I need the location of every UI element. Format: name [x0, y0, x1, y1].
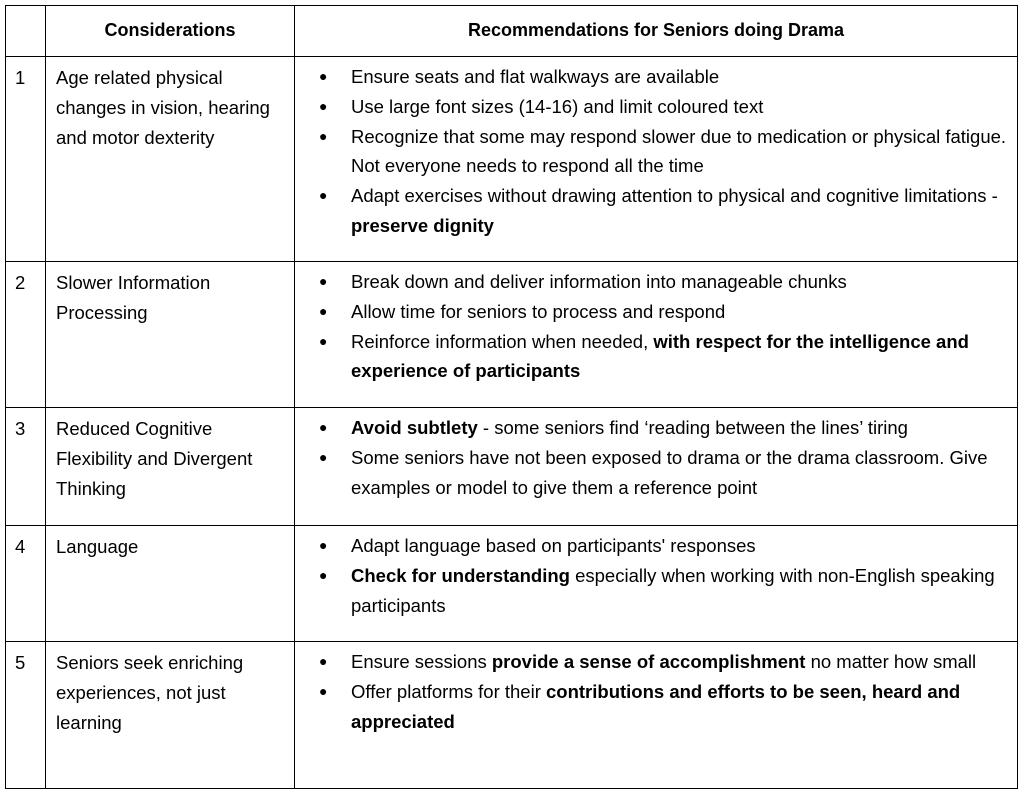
- list-item: [295, 62, 1007, 92]
- item-bold-text: Avoid subtlety: [351, 417, 478, 438]
- row-consideration: Slower Information Processing: [46, 262, 295, 408]
- list-item: [295, 267, 1007, 297]
- row-number: 2: [6, 262, 46, 408]
- row-consideration: Seniors seek enriching experiences, not just learning: [46, 642, 295, 789]
- row-recommendations: [295, 526, 1018, 642]
- table-row: [6, 262, 1018, 408]
- item-text: Adapt exercises without drawing attention to physical and cognitive limitations -: [351, 185, 998, 207]
- row-recommendations: [295, 408, 1018, 526]
- item-text: Allow time for seniors to process and respond: [351, 300, 726, 322]
- list-item: [295, 561, 1007, 621]
- list-item: [295, 122, 1007, 182]
- header-number: [6, 6, 46, 57]
- table-header-row: [6, 6, 1018, 57]
- item-bold-text: preserve dignity: [351, 214, 494, 236]
- bullet-icon: ●: [319, 273, 328, 289]
- row-recommendations: [295, 57, 1018, 262]
- bullet-icon: ●: [319, 187, 328, 204]
- item-bold-text: provide a sense of accomplishment: [491, 651, 806, 672]
- bullet-icon: ●: [319, 566, 328, 583]
- item-text: Ensure seats and flat walkways are available: [351, 66, 720, 87]
- item-bold-text: contributions and efforts to be seen, heard and appreciated: [351, 680, 961, 732]
- list-item: [295, 181, 1007, 241]
- list-item: [295, 443, 1007, 503]
- item-text: no matter how small: [805, 651, 977, 672]
- list-item: [295, 677, 1007, 737]
- bullet-icon: ●: [319, 653, 328, 669]
- row-number: 4: [6, 526, 46, 642]
- bullet-icon: ●: [319, 68, 328, 84]
- bullet-icon: ●: [319, 127, 328, 144]
- item-text: especially when working with non-English speaking participants: [351, 564, 995, 616]
- list-item: [295, 327, 1007, 387]
- list-item: [295, 413, 1007, 443]
- bullet-icon: ●: [319, 332, 328, 349]
- table-row: [6, 57, 1018, 262]
- list-item: [295, 92, 1007, 122]
- item-text: Break down and deliver information into manageable chunks: [351, 271, 847, 292]
- item-text: Reinforce information when needed,: [351, 330, 654, 352]
- row-number: 1: [6, 57, 46, 262]
- row-recommendations: [295, 642, 1018, 789]
- row-consideration: Age related physical changes in vision, hearing and motor dexterity: [46, 57, 295, 262]
- table-row: [6, 408, 1018, 526]
- row-number: 5: [6, 642, 46, 789]
- table-row: [6, 642, 1018, 789]
- list-item: [295, 531, 1007, 561]
- row-number: 3: [6, 408, 46, 526]
- item-text: Recognize that some may respond slower due to medication or physical fatigue. Not everyone needs to respond all the time: [351, 125, 1007, 177]
- bullet-icon: ●: [319, 448, 328, 465]
- item-text: - some seniors find ‘reading between the lines’ tiring: [477, 417, 908, 438]
- item-text: Use large font sizes (14-16) and limit coloured text: [351, 95, 764, 117]
- item-text: Offer platforms for their: [351, 680, 546, 702]
- item-text: Some seniors have not been exposed to drama or the drama classroom. Give examples or model to give them a reference point: [351, 446, 988, 498]
- bullet-icon: ●: [319, 97, 328, 114]
- bullet-icon: ●: [319, 419, 328, 435]
- header-considerations: Considerations: [46, 6, 295, 57]
- bullet-icon: ●: [319, 302, 328, 319]
- item-text: Adapt language based on participants' responses: [351, 535, 756, 556]
- bullet-icon: ●: [319, 537, 328, 553]
- item-bold-text: with respect for the intelligence and experience of participants: [351, 330, 969, 382]
- item-text: Ensure sessions: [351, 651, 492, 672]
- row-consideration: Language: [46, 526, 295, 642]
- row-recommendations: [295, 262, 1018, 408]
- list-item: [295, 297, 1007, 327]
- bullet-icon: ●: [319, 682, 328, 699]
- table-row: [6, 526, 1018, 642]
- row-consideration: Reduced Cognitive Flexibility and Divergent Thinking: [46, 408, 295, 526]
- list-item: [295, 647, 1007, 677]
- item-bold-text: Check for understanding: [351, 564, 570, 586]
- header-recommendations: Recommendations for Seniors doing Drama: [295, 6, 1018, 57]
- recommendations-table: [5, 5, 1018, 789]
